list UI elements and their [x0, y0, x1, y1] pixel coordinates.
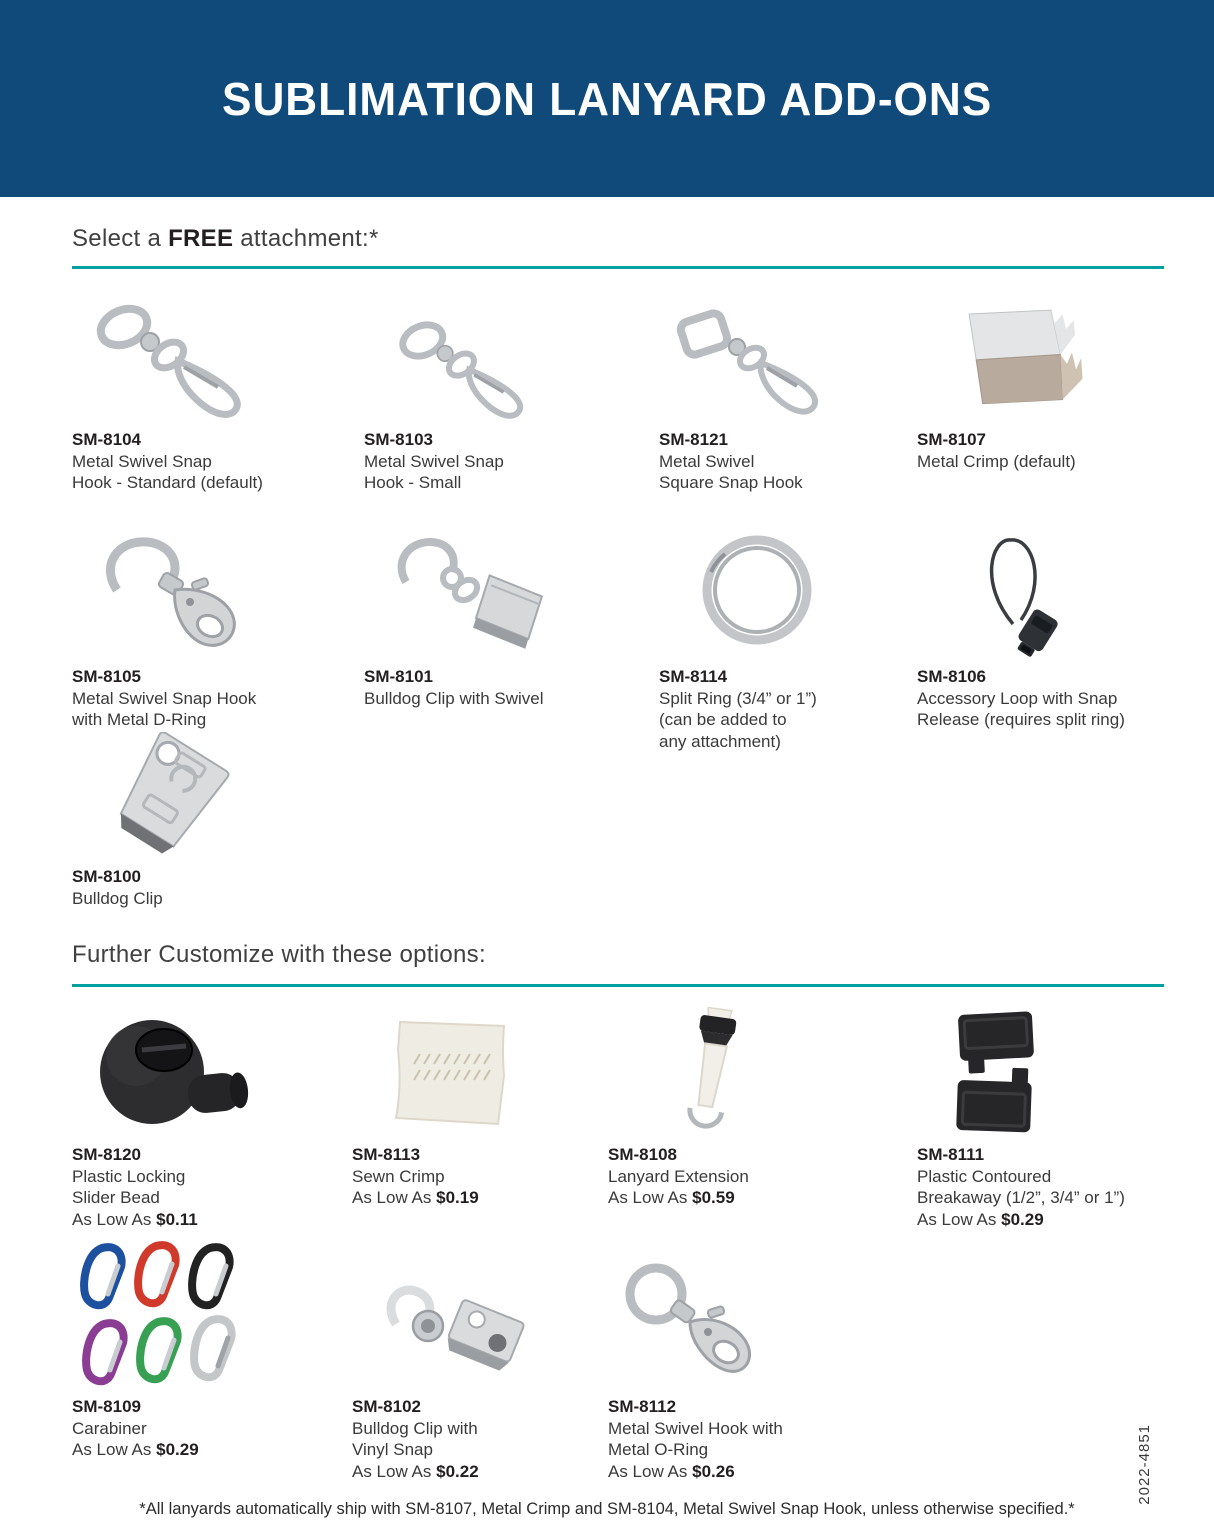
product-line: Lanyard Extension: [608, 1166, 749, 1186]
product-card-sm-8114: [659, 528, 919, 752]
product-line: Sewn Crimp: [352, 1166, 445, 1186]
product-price: As Low As $0.22: [352, 1461, 479, 1481]
product-price: As Low As $0.29: [72, 1440, 199, 1459]
product-sku: SM-8105: [72, 667, 141, 686]
product-line: Bulldog Clip with: [352, 1418, 478, 1438]
product-line: Metal O-Ring: [608, 1440, 709, 1459]
product-line: Carabiner: [72, 1418, 147, 1438]
product-line: Bulldog Clip: [72, 888, 163, 908]
metal-swivel-hook-o-ring-image: [608, 1238, 888, 1390]
product-line: Metal Swivel Snap: [72, 451, 212, 471]
product-card-sm-8104: [72, 295, 352, 494]
product-line: Accessory Loop with Snap: [917, 688, 1118, 708]
product-price: As Low As $0.11: [72, 1209, 198, 1229]
heading-suffix: attachment:*: [233, 225, 379, 252]
product-card-sm-8108: [608, 1006, 888, 1209]
product-sku: SM-8120: [72, 1145, 141, 1164]
product-line: Release (requires split ring): [917, 710, 1125, 729]
product-line: Square Snap Hook: [659, 473, 803, 492]
customize-heading: Further Customize with these options:: [72, 941, 486, 968]
carabiner-set-image: [72, 1238, 332, 1390]
product-sku: SM-8100: [72, 867, 141, 886]
product-card-sm-8121: [659, 295, 909, 494]
product-card-sm-8103: [364, 295, 644, 494]
split-ring-image: [659, 528, 919, 660]
accessory-loop-snap-release-image: [917, 528, 1197, 660]
product-line: Bulldog Clip with Swivel: [364, 688, 544, 708]
product-card-sm-8113: [352, 1006, 602, 1209]
footnote: *All lanyards automatically ship with SM-8107, Metal Crimp and SM-8104, Metal Swivel Snap Hook, unless otherwise specified.*: [139, 1500, 1075, 1518]
product-sku: SM-8108: [608, 1145, 677, 1164]
product-card-sm-8111: [917, 1006, 1197, 1230]
metal-swivel-square-snap-hook-image: [659, 295, 909, 423]
product-line: Plastic Contoured: [917, 1166, 1052, 1186]
product-line: Slider Bead: [72, 1188, 160, 1207]
product-sku: SM-8102: [352, 1397, 421, 1416]
plastic-contoured-breakaway-image: [917, 1006, 1197, 1138]
heading-prefix: Select a: [72, 225, 169, 252]
product-sku: SM-8113: [352, 1145, 421, 1164]
product-price: As Low As $0.29: [917, 1209, 1044, 1229]
product-card-sm-8102: [352, 1238, 602, 1482]
product-line: Plastic Locking: [72, 1166, 186, 1186]
metal-swivel-snap-hook-d-ring-image: [72, 528, 352, 660]
product-line: Hook - Small: [364, 473, 462, 492]
product-sku: SM-8103: [364, 430, 433, 449]
product-line: Metal Swivel: [659, 451, 755, 471]
bulldog-clip-vinyl-snap-image: [352, 1238, 602, 1390]
bulldog-clip-with-swivel-image: [364, 528, 644, 660]
lanyard-extension-image: [608, 1006, 888, 1138]
product-card-sm-8109: [72, 1238, 332, 1461]
product-price: As Low As $0.26: [608, 1461, 735, 1481]
product-card-sm-8106: [917, 528, 1197, 731]
free-attachment-heading: [72, 225, 379, 253]
document-code: 2022-4851: [1136, 1424, 1153, 1505]
plastic-locking-slider-bead-image: [72, 1006, 332, 1138]
product-line: Metal Swivel Snap Hook: [72, 688, 257, 708]
header-banner: [0, 0, 1214, 197]
product-sku: SM-8111: [917, 1145, 985, 1164]
product-sku: SM-8106: [917, 667, 986, 686]
product-sku: SM-8121: [659, 430, 728, 449]
product-price: As Low As $0.19: [352, 1188, 479, 1207]
page-title: SUBLIMATION LANYARD ADD-ONS: [221, 72, 993, 125]
product-sku: SM-8101: [364, 667, 433, 686]
product-card-sm-8101: [364, 528, 644, 709]
teal-divider-top: [72, 266, 1164, 269]
product-sku: SM-8112: [608, 1397, 677, 1416]
metal-swivel-snap-hook-small-image: [364, 295, 644, 423]
product-card-sm-8112: [608, 1238, 888, 1482]
product-line: any attachment): [659, 731, 781, 751]
product-line: Breakaway (1/2”, 3/4” or 1”): [917, 1188, 1125, 1207]
metal-swivel-snap-hook-standard-image: [72, 295, 352, 423]
product-line: Metal Crimp (default): [917, 451, 1076, 471]
bulldog-clip-image: [72, 732, 352, 860]
product-price: As Low As $0.59: [608, 1188, 735, 1207]
teal-divider-bottom: [72, 984, 1164, 987]
product-sku: SM-8114: [659, 667, 728, 686]
product-sku: SM-8109: [72, 1397, 141, 1416]
product-line: Metal Swivel Snap: [364, 451, 504, 471]
sewn-crimp-image: [352, 1006, 602, 1138]
product-card-sm-8107: [917, 295, 1187, 472]
product-line: with Metal D-Ring: [72, 710, 207, 729]
product-card-sm-8105: [72, 528, 352, 731]
metal-crimp-image: [917, 295, 1187, 423]
product-sku: SM-8107: [917, 430, 986, 449]
product-card-sm-8100: [72, 732, 352, 909]
heading-free-word: FREE: [168, 225, 234, 252]
product-line: (can be added to: [659, 710, 787, 729]
product-card-sm-8120: [72, 1006, 332, 1230]
product-line: Split Ring (3/4” or 1”): [659, 688, 817, 708]
product-line: Metal Swivel Hook with: [608, 1418, 783, 1438]
product-line: Vinyl Snap: [352, 1440, 433, 1459]
product-sku: SM-8104: [72, 430, 141, 449]
product-line: Hook - Standard (default): [72, 473, 263, 492]
